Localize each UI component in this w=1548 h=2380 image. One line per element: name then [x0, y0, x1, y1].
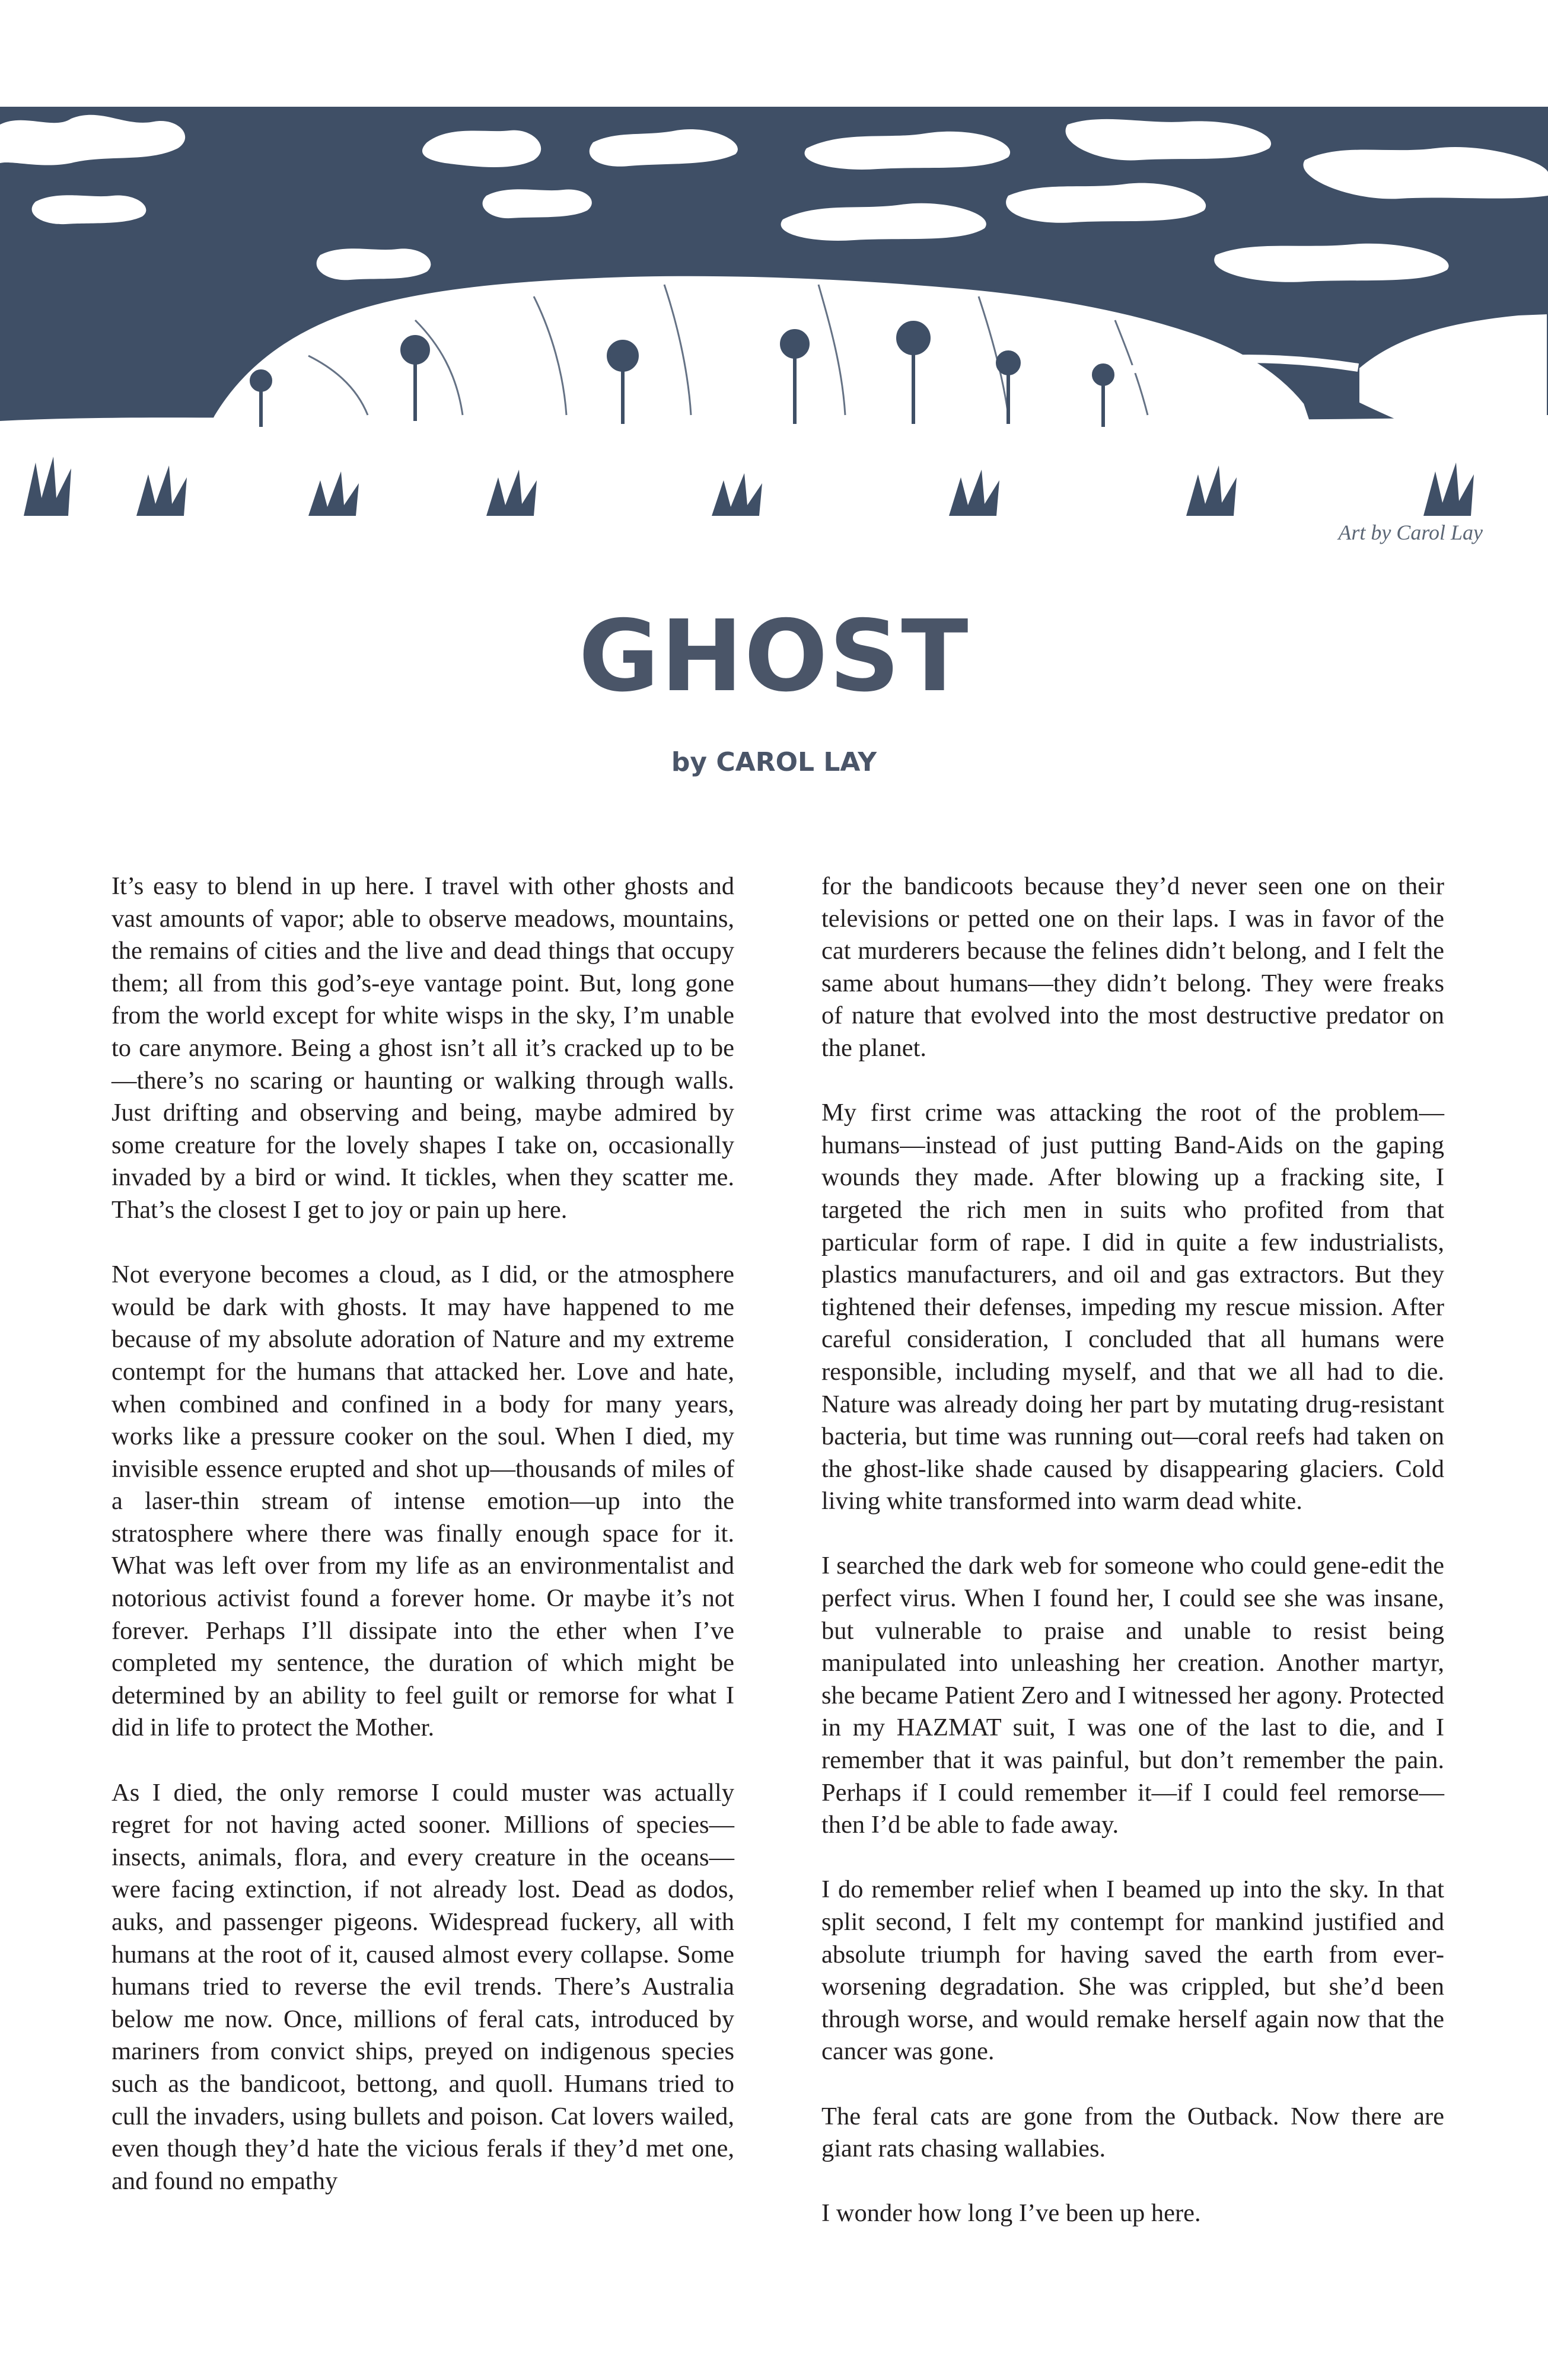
header-illustration: [0, 107, 1548, 516]
art-credit: Art by Carol Lay: [1338, 521, 1483, 544]
outback-landscape-illustration: [0, 107, 1548, 516]
paragraph: It’s easy to blend in up here. I travel with other ghosts and vast amounts of vapor; able to observe meadows, mountains, the remains of cities and the live and dead things that occupy them; all from this god’s-eye vantage point. But, long gone from the world except for white wisps in the sky, I’m unable to care anymore. Being a ghost isn’t all it’s cracked up to be—there’s no scaring or haunting or walking through walls. Just drifting and observing and being, maybe admired by some creature for the lovely shapes I take on, occasionally invaded by a bird or wind. It tickles, when they scatter me. That’s the closest I get to joy or pain up here.: [112, 872, 734, 1224]
paragraph: As I died, the only remorse I could muster was actually regret for not having acted sooner. Millions of species—insects, animals, flora, and every creature in the oceans—were facing extinction, if not already lost. Dead as dodos, auks, and passenger pigeons. Widespread fuckery, all with humans at the root of it, caused almost every collapse. Some humans tried to reverse the evil trends. There’s Australia below me now. Once, millions of feral cats, introduced by mariners from convict ships, preyed on indigenous species such as the bandicoot, bettong, and quoll. Humans tried to cull the invaders, using bullets and poison. Cat lovers wailed, even though they’d hate the vicious ferals if they’d met one, and found no empathy: [112, 1778, 734, 2195]
story-title: GHOST: [578, 599, 970, 714]
paragraph: for the bandicoots because they’d never seen one on their televisions or petted one on their laps. I was in favor of the cat murderers because the felines didn’t belong, and I felt the same about humans—they didn’t belong. They were freaks of nature that evolved into the most destructive predator on the planet.: [821, 872, 1444, 1062]
paragraph: Not everyone becomes a cloud, as I did, or the atmosphere would be dark with ghosts. It may have happened to me because of my absolute adoration of Nature and my extreme contempt for the humans that attacked her. Love and hate, when combined and confined in a body for many years, works like a pressure cooker on the soul. When I died, my invisible essence erupted and shot up—thousands of miles of a laser-thin stream of intense emotion—up into the stratosphere where there was finally enough space for it. What was left over from my life as an environmentalist and notorious activist found a forever home. Or maybe it’s not forever. Perhaps I’ll dissipate into the ether when I’ve completed my sentence, the duration of which might be determined by an ability to feel guilt or remorse for what I did in life to protect the Mother.: [112, 1261, 734, 1742]
left-text-column: [112, 870, 734, 2230]
ground: [0, 415, 1548, 516]
paragraph: I do remember relief when I beamed up into the sky. In that split second, I felt my contempt for mankind justified and absolute triumph for having saved the earth from ever-worsening degradation. She was crippled, but she’d been through worse, and would remake herself again now that the cancer was gone.: [821, 1875, 1444, 2066]
right-text-column: [821, 870, 1444, 2263]
paragraph: I searched the dark web for someone who could gene-edit the perfect virus. When I found her, I could see she was insane, but vulnerable to praise and unable to resist being manipulated into unleashing her creation. Another martyr, she became Patient Zero and I witnessed her agony. Protected in my HAZMAT suit, I was one of the last to die, and I remember that it was painful, but don’t remember the pain. Perhaps if I could remember it—if I could feel remorse—then I’d be able to fade away.: [821, 1552, 1444, 1839]
author-byline: by CAROL LAY: [671, 747, 877, 777]
paragraph: I wonder how long I’ve been up here.: [821, 2199, 1201, 2228]
paragraph: My first crime was attacking the root of the problem—humans—instead of just putting Band-Aids on the gaping wounds they made. After blowing up a fracking site, I targeted the rich men in suits who profited from that particular form of rape. I did in quite a few industrialists, plastics manufacturers, and oil and gas extractors. But they tightened their defenses, impeding my rescue mission. After careful consideration, I concluded that all humans were responsible, including myself, and that we all had to die. Nature was already doing her part by mutating drug-resistant bacteria, but time was running out—coral reefs had taken on the ghost-like shade caused by disappearing glaciers. Cold living white transformed into warm dead white.: [821, 1099, 1444, 1516]
paragraph: The feral cats are gone from the Outback. Now there are giant rats chasing wallabies.: [821, 2102, 1444, 2163]
